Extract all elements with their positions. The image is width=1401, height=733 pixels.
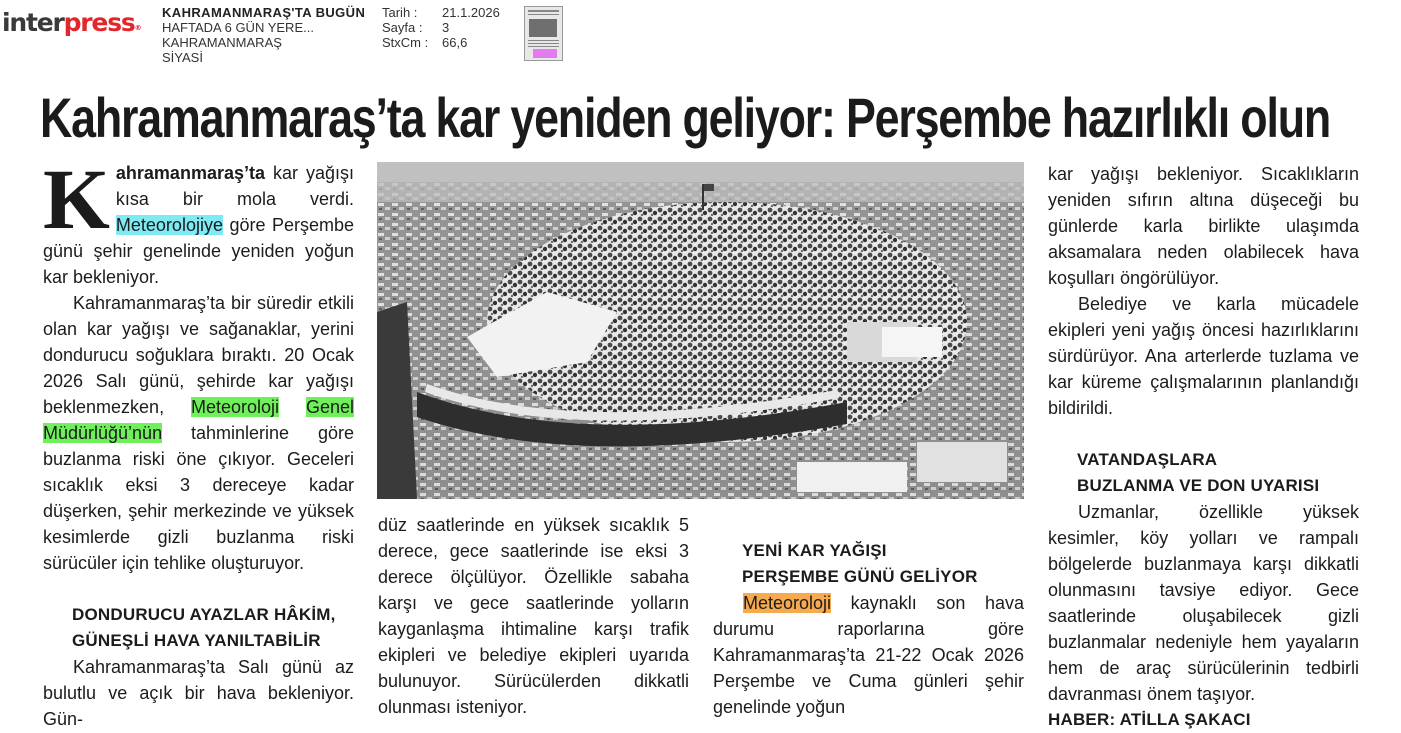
publication-category: SİYASİ (162, 50, 203, 65)
publication-info (162, 5, 365, 65)
subheading: DONDURUCU AYAZLAR HÂKİM, GÜNEŞLİ HAVA YANILTABİLİR (72, 605, 336, 650)
paragraph: Meteoroloji kaynaklı son hava durumu raporlarına göre Kahramanmaraş’ta 21-22 Ocak 2026 Perşembe ve Cuma günleri şehir genelinde yoğun (713, 593, 1024, 717)
highlight-meteoroloji: Meteoroloji (190, 397, 280, 417)
column-4 (1048, 161, 1359, 733)
article-headline: Kahramanmaraş’ta kar yeniden geliyor: Perşembe hazırlıklı olun (40, 86, 1331, 149)
drop-cap: K (43, 151, 110, 247)
stxcm-label: StxCm : (382, 35, 429, 50)
paragraph: Uzmanlar, özellikle yüksek kesimler, köy yolları ve rampalı bölgelerde buzlanmaya karşı dikkatli olunmasını tavsiye ediyor. Gece saatlerinde oluşabilecek gizli buzlanmalar nedeniyle hem yayaların hem de araç sürücülerinin tedbirli davranması önem taşıyor. (1048, 502, 1359, 704)
publication-city: KAHRAMANMARAŞ (162, 35, 282, 50)
publication-tagline: HAFTADA 6 GÜN YERE... (162, 20, 314, 35)
highlight-mudurlugu: Müdürlüğü’nün (43, 423, 163, 443)
paragraph: kar yağışı bekleniyor. Sıcaklıkların yeniden sıfırın altına düşeceği bu günlerde karla birlikte ulaşımda aksamalara neden olabilecek hava koşulları öngörülüyor. (1048, 164, 1359, 288)
page-value: 3 (442, 20, 450, 35)
subheading: VATANDAŞLARA BUZLANMA VE DON UYARISI (1077, 450, 1320, 495)
page-label: Sayfa : (382, 20, 423, 35)
page-thumbnail[interactable] (524, 6, 563, 61)
date-value: 21.1.2026 (442, 5, 500, 20)
highlight-meteoroloji-orange: Meteoroloji (743, 593, 832, 613)
paragraph: Belediye ve karla mücadele ekipleri yeni yağış öncesi hazırlıklarını sürdürüyor. Ana arterlerde tuzlama ve kar küreme çalışmalarının planlandığı bildirildi. (1048, 294, 1359, 418)
highlight-genel: Genel (305, 397, 354, 417)
date-label: Tarih : (382, 5, 418, 20)
publication-name: KAHRAMANMARAŞ'TA BUGÜN (162, 5, 366, 20)
column-1 (43, 151, 354, 732)
paragraph: Kahramanmaraş’ta bir süredir etkili olan kar yağışı ve sağanaklar, yerini dondurucu soğuklara bıraktı. 20 Ocak 2026 Salı günü, şehirde kar yağışı beklenmezken, Meteoroloji Genel Müdürlüğü’nün tahminlerine göre buzlanma riski öne çıkıyor. Geceleri sıcaklık eksi 3 dereceye kadar düşerken, şehir merkezinde ve yüksek kesimlerde gizli buzlanma riski sürücüler için tehlike oluşturuyor. (43, 293, 354, 573)
clip-meta-values (442, 5, 500, 50)
interpress-logo: interpress® (2, 8, 141, 37)
highlight-meteorolojiye: Meteorolojiye (115, 215, 223, 235)
clip-meta-labels (382, 5, 428, 50)
stxcm-value: 66,6 (442, 35, 468, 50)
snowy-city-photo (377, 162, 1024, 499)
column-3 (713, 538, 1024, 720)
paragraph: Kahramanmaraş’ta Salı günü az bulutlu ve açık bir hava bekleniyor. Gün- (43, 657, 354, 729)
column-2 (378, 512, 689, 720)
byline: HABER: ATİLLA ŞAKACI (1048, 710, 1251, 729)
subheading: YENİ KAR YAĞIŞI PERŞEMBE GÜNÜ GELİYOR (742, 541, 978, 586)
lead-paragraph: Kahramanmaraş’ta kar yağışı kısa bir mola verdi. Meteorolojiye göre Perşembe günü şehir genelinde yeniden yoğun kar bekleniyor. (43, 151, 354, 287)
paragraph: düz saatlerinde en yüksek sıcaklık 5 derece, gece saatlerinde ise eksi 3 derece ölçülüyor. Özellikle sabaha karşı ve gece saatlerinde yolların kayganlaşma ihtimaline karşı trafik ekipleri ve belediye ekipleri uyarıda bulunuyor. Sürücülerden dikkatli olunması isteniyor. (378, 515, 689, 717)
